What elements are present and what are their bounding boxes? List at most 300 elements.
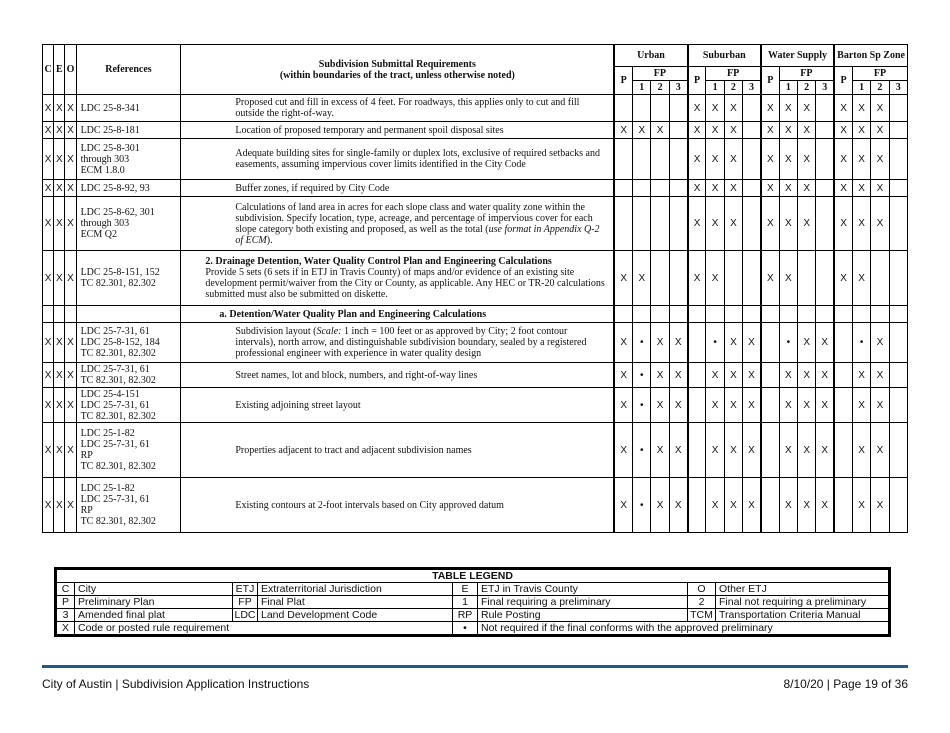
mark-cell: X <box>614 251 632 306</box>
mark-cell: X <box>614 323 632 363</box>
table-row <box>43 251 908 306</box>
reference-cell: LDC 25-1-82 LDC 25-7-31, 61 RP TC 82.301, 82.302 <box>76 478 181 533</box>
mark-cell <box>669 197 687 251</box>
barton-p: P <box>834 67 852 95</box>
flag-cell: X <box>43 423 54 478</box>
mark-cell: X <box>761 251 779 306</box>
mark-cell: X <box>852 251 870 306</box>
urban-fp-1: 1 <box>633 81 651 95</box>
group-urban: Urban <box>614 45 687 67</box>
req-title: Subdivision Submittal Requirements <box>318 58 476 70</box>
flag-cell: X <box>54 323 65 363</box>
table-row <box>43 306 908 323</box>
water-fp: FP <box>779 67 834 81</box>
legend-code: 1 <box>453 596 478 609</box>
bullet-icon: • <box>453 622 478 636</box>
mark-cell: X <box>834 197 852 251</box>
mark-cell <box>688 388 706 423</box>
legend-desc: ETJ in Travis County <box>478 583 688 596</box>
mark-cell: X <box>761 95 779 122</box>
mark-cell: X <box>852 95 870 122</box>
legend-desc: City <box>75 583 233 596</box>
mark-cell <box>706 306 724 323</box>
mark-cell: X <box>724 423 742 478</box>
table-row <box>43 388 908 423</box>
mark-cell <box>834 323 852 363</box>
mark-cell: X <box>706 95 724 122</box>
flag-cell: X <box>65 180 76 197</box>
legend-desc: Extraterritorial Jurisdiction <box>258 583 453 596</box>
reference-cell <box>76 306 181 323</box>
reference-cell: LDC 25-1-82 LDC 25-7-31, 61 RP TC 82.301, 82.302 <box>76 423 181 478</box>
legend-desc: Land Development Code <box>258 609 453 622</box>
flag-cell: X <box>65 323 76 363</box>
mark-cell <box>889 180 907 197</box>
mark-cell: X <box>743 478 761 533</box>
mark-cell: X <box>688 197 706 251</box>
mark-cell <box>669 139 687 180</box>
flag-cell: X <box>54 122 65 139</box>
requirement-text: Location of proposed temporary and permanent spoil disposal sites <box>235 124 504 136</box>
mark-cell: X <box>688 180 706 197</box>
flag-cell: X <box>43 139 54 180</box>
flag-cell: X <box>65 251 76 306</box>
legend-desc: Code or posted rule requirement <box>75 622 453 636</box>
mark-cell <box>816 180 834 197</box>
requirement-text-end: ). <box>266 234 273 246</box>
reference-cell: LDC 25-4-151 LDC 25-7-31, 61 TC 82.301, 82.302 <box>76 388 181 423</box>
flag-cell: X <box>65 139 76 180</box>
legend-code: E <box>453 583 478 596</box>
legend-code: O <box>688 583 716 596</box>
urban-fp-2: 2 <box>651 81 669 95</box>
flag-cell <box>65 306 76 323</box>
mark-cell <box>834 306 852 323</box>
mark-cell: X <box>724 122 742 139</box>
mark-cell <box>688 363 706 388</box>
mark-cell <box>798 251 816 306</box>
flag-cell: X <box>54 388 65 423</box>
reference-cell: LDC 25-8-301 through 303 ECM 1.8.0 <box>76 139 181 180</box>
flag-cell: X <box>65 478 76 533</box>
mark-cell: X <box>779 423 797 478</box>
flag-cell: X <box>54 139 65 180</box>
mark-cell: X <box>706 139 724 180</box>
mark-cell: X <box>633 251 651 306</box>
mark-cell: X <box>669 423 687 478</box>
table-legend <box>54 567 891 637</box>
mark-cell <box>688 423 706 478</box>
mark-cell: X <box>688 122 706 139</box>
flag-cell: X <box>54 363 65 388</box>
mark-cell: X <box>871 388 889 423</box>
water-p: P <box>761 67 779 95</box>
table-row <box>43 180 908 197</box>
mark-cell <box>651 180 669 197</box>
mark-cell: X <box>651 478 669 533</box>
mark-cell <box>651 139 669 180</box>
mark-cell: X <box>724 363 742 388</box>
mark-cell: X <box>852 139 870 180</box>
mark-cell <box>761 323 779 363</box>
mark-cell <box>779 306 797 323</box>
group-suburban: Suburban <box>688 45 761 67</box>
legend-desc: Transportation Criteria Manual <box>716 609 890 622</box>
mark-cell <box>816 251 834 306</box>
flag-cell: X <box>54 180 65 197</box>
legend-code: P <box>56 596 75 609</box>
flag-cell: X <box>43 197 54 251</box>
mark-cell <box>761 306 779 323</box>
flag-cell: X <box>54 423 65 478</box>
mark-cell: X <box>724 478 742 533</box>
mark-cell <box>889 197 907 251</box>
mark-cell <box>669 180 687 197</box>
requirement-cell <box>181 323 614 363</box>
mark-cell: X <box>633 122 651 139</box>
mark-cell: X <box>779 122 797 139</box>
mark-cell: X <box>834 95 852 122</box>
mark-cell: X <box>669 388 687 423</box>
mark-cell: X <box>852 180 870 197</box>
mark-cell: X <box>871 122 889 139</box>
mark-cell: X <box>669 323 687 363</box>
mark-cell <box>816 139 834 180</box>
footer-rule <box>42 665 908 668</box>
mark-cell <box>761 478 779 533</box>
mark-cell: X <box>688 139 706 180</box>
mark-cell: X <box>761 180 779 197</box>
requirement-text: Subdivision layout ( <box>235 326 317 337</box>
mark-cell: X <box>871 478 889 533</box>
mark-cell: X <box>706 197 724 251</box>
mark-cell: X <box>834 180 852 197</box>
requirement-cell <box>181 423 614 478</box>
mark-cell <box>889 363 907 388</box>
mark-cell <box>889 388 907 423</box>
legend-row <box>56 596 890 609</box>
table-row <box>43 139 908 180</box>
mark-cell <box>889 251 907 306</box>
footer-title: City of Austin | Subdivision Application Instructions <box>42 677 310 691</box>
mark-cell: X <box>871 95 889 122</box>
mark-cell: X <box>779 180 797 197</box>
mark-cell: X <box>816 478 834 533</box>
mark-cell: X <box>852 363 870 388</box>
mark-cell: X <box>798 388 816 423</box>
legend-desc: Final requiring a preliminary <box>478 596 688 609</box>
mark-cell: X <box>614 363 632 388</box>
mark-cell: X <box>816 388 834 423</box>
legend-code: C <box>56 583 75 596</box>
legend-desc: Rule Posting <box>478 609 688 622</box>
requirement-text: Existing adjoining street layout <box>235 399 361 411</box>
mark-cell: X <box>852 197 870 251</box>
mark-cell <box>614 139 632 180</box>
requirement-cell <box>181 139 614 180</box>
mark-cell: • <box>706 323 724 363</box>
flag-cell: X <box>43 122 54 139</box>
mark-cell <box>761 388 779 423</box>
mark-cell <box>743 139 761 180</box>
mark-cell <box>834 423 852 478</box>
flag-cell: X <box>65 95 76 122</box>
flag-cell: X <box>43 323 54 363</box>
requirement-cell <box>181 251 614 306</box>
mark-cell <box>743 180 761 197</box>
mark-cell: X <box>816 323 834 363</box>
mark-cell: X <box>798 423 816 478</box>
suburban-fp-2: 2 <box>724 81 742 95</box>
mark-cell: X <box>779 388 797 423</box>
col-requirements <box>181 45 614 95</box>
requirement-text: Proposed cut and fill in excess of 4 feet. For roadways, this applies only to cut and fill outside the right-of-way. <box>235 97 580 119</box>
mark-cell <box>889 306 907 323</box>
mark-cell: X <box>743 323 761 363</box>
reference-cell: LDC 25-8-92, 93 <box>76 180 181 197</box>
mark-cell: X <box>706 180 724 197</box>
reference-cell: LDC 25-8-62, 301 through 303 ECM Q2 <box>76 197 181 251</box>
mark-cell <box>669 306 687 323</box>
mark-cell: X <box>706 122 724 139</box>
req-subtitle: (within boundaries of the tract, unless otherwise noted) <box>279 69 515 81</box>
water-fp-1: 1 <box>779 81 797 95</box>
mark-cell: X <box>743 423 761 478</box>
mark-cell <box>688 323 706 363</box>
reference-cell: LDC 25-7-31, 61 LDC 25-8-152, 184 TC 82.301, 82.302 <box>76 323 181 363</box>
flag-cell: X <box>43 180 54 197</box>
legend-code: ETJ <box>233 583 258 596</box>
footer-page: 8/10/20 | Page 19 of 36 <box>783 677 908 691</box>
mark-cell: X <box>651 122 669 139</box>
mark-cell <box>871 251 889 306</box>
mark-cell: X <box>706 478 724 533</box>
mark-cell: X <box>724 323 742 363</box>
mark-cell: X <box>688 251 706 306</box>
table-row <box>43 323 908 363</box>
mark-cell: X <box>761 139 779 180</box>
col-o: O <box>65 45 76 95</box>
mark-cell: X <box>798 197 816 251</box>
legend-code: 3 <box>56 609 75 622</box>
mark-cell <box>651 306 669 323</box>
mark-cell <box>871 306 889 323</box>
legend-code: TCM <box>688 609 716 622</box>
requirements-table <box>42 44 908 533</box>
table-row <box>43 478 908 533</box>
mark-cell: X <box>724 180 742 197</box>
mark-cell <box>816 122 834 139</box>
mark-cell: • <box>779 323 797 363</box>
mark-cell <box>816 95 834 122</box>
requirement-cell <box>181 180 614 197</box>
mark-cell: X <box>706 251 724 306</box>
flag-cell: X <box>43 95 54 122</box>
mark-cell <box>651 95 669 122</box>
mark-cell: • <box>633 478 651 533</box>
urban-fp: FP <box>633 67 688 81</box>
mark-cell: X <box>614 122 632 139</box>
barton-fp-2: 2 <box>871 81 889 95</box>
water-fp-2: 2 <box>798 81 816 95</box>
mark-cell: X <box>724 388 742 423</box>
requirement-cell <box>181 478 614 533</box>
mark-cell <box>614 95 632 122</box>
legend-desc: Final not requiring a preliminary <box>716 596 890 609</box>
mark-cell: X <box>798 323 816 363</box>
mark-cell: X <box>779 363 797 388</box>
mark-cell <box>724 251 742 306</box>
legend-desc: Preliminary Plan <box>75 596 233 609</box>
mark-cell: X <box>779 478 797 533</box>
mark-cell: X <box>779 139 797 180</box>
flag-cell: X <box>43 478 54 533</box>
suburban-fp: FP <box>706 67 761 81</box>
legend-code: X <box>56 622 75 636</box>
mark-cell: X <box>651 423 669 478</box>
mark-cell: X <box>761 122 779 139</box>
mark-cell <box>651 251 669 306</box>
flag-cell: X <box>54 197 65 251</box>
requirement-heading: a. Detention/Water Quality Plan and Engineering Calculations <box>219 308 487 320</box>
requirement-text: Street names, lot and block, numbers, and right-of-way lines <box>235 369 478 381</box>
mark-cell: X <box>852 423 870 478</box>
mark-cell: X <box>779 95 797 122</box>
urban-fp-3: 3 <box>669 81 687 95</box>
mark-cell <box>816 197 834 251</box>
mark-cell <box>743 95 761 122</box>
requirement-text: Properties adjacent to tract and adjacent subdivision names <box>235 444 472 456</box>
mark-cell: X <box>651 363 669 388</box>
reference-cell: LDC 25-7-31, 61 TC 82.301, 82.302 <box>76 363 181 388</box>
mark-cell: • <box>633 363 651 388</box>
flag-cell: X <box>54 95 65 122</box>
mark-cell: X <box>798 478 816 533</box>
requirement-text: Provide 5 sets (6 sets if in ETJ in Travis County) of maps and/or evidence of an existing site development permit/waiver from the City or County, as applicable. Any HEC or TR-20 calculations submitted must also be submitted on diskette. <box>205 267 605 300</box>
mark-cell <box>614 180 632 197</box>
mark-cell <box>651 197 669 251</box>
mark-cell: X <box>871 423 889 478</box>
flag-cell <box>43 306 54 323</box>
mark-cell: X <box>779 251 797 306</box>
flag-cell: X <box>54 251 65 306</box>
mark-cell: X <box>669 478 687 533</box>
requirement-italic: use format in Appendix Q-2 of ECM <box>235 223 600 246</box>
flag-cell: X <box>65 122 76 139</box>
mark-cell: X <box>651 388 669 423</box>
mark-cell <box>834 388 852 423</box>
col-references: References <box>76 45 181 95</box>
mark-cell: X <box>816 363 834 388</box>
mark-cell <box>724 306 742 323</box>
mark-cell <box>614 197 632 251</box>
mark-cell: X <box>816 423 834 478</box>
mark-cell: X <box>798 363 816 388</box>
mark-cell <box>889 423 907 478</box>
flag-cell: X <box>43 388 54 423</box>
mark-cell <box>688 306 706 323</box>
mark-cell: X <box>706 363 724 388</box>
suburban-fp-1: 1 <box>706 81 724 95</box>
legend-desc: Final Plat <box>258 596 453 609</box>
mark-cell: X <box>798 180 816 197</box>
mark-cell <box>889 139 907 180</box>
mark-cell: • <box>633 323 651 363</box>
mark-cell: X <box>706 388 724 423</box>
mark-cell <box>889 122 907 139</box>
mark-cell <box>633 139 651 180</box>
table-row <box>43 423 908 478</box>
table-row <box>43 95 908 122</box>
mark-cell: X <box>871 139 889 180</box>
mark-cell <box>889 95 907 122</box>
legend-title: TABLE LEGEND <box>56 569 890 583</box>
table-row <box>43 197 908 251</box>
urban-p: P <box>614 67 632 95</box>
mark-cell <box>889 323 907 363</box>
flag-cell: X <box>43 363 54 388</box>
reference-cell: LDC 25-8-151, 152 TC 82.301, 82.302 <box>76 251 181 306</box>
mark-cell: X <box>798 139 816 180</box>
mark-cell <box>633 306 651 323</box>
table-row <box>43 363 908 388</box>
mark-cell: X <box>614 478 632 533</box>
mark-cell: X <box>871 363 889 388</box>
mark-cell: X <box>852 478 870 533</box>
mark-cell <box>852 306 870 323</box>
mark-cell: X <box>614 388 632 423</box>
mark-cell: X <box>614 423 632 478</box>
mark-cell <box>834 478 852 533</box>
legend-desc: Not required if the final conforms with the approved preliminary <box>478 622 890 636</box>
mark-cell: X <box>724 197 742 251</box>
requirement-text: Calculations of land area in acres for each slope class and water quality zone within the subdivision. Specify location, type, acreage, and percentage of impervious cover for each slope category both existing and proposed, as well as the total ( <box>235 201 593 235</box>
legend-code: 2 <box>688 596 716 609</box>
mark-cell: X <box>743 363 761 388</box>
water-fp-3: 3 <box>816 81 834 95</box>
flag-cell: X <box>65 388 76 423</box>
mark-cell <box>669 251 687 306</box>
requirement-heading: 2. Drainage Detention, Water Quality Control Plan and Engineering Calculations <box>205 256 552 267</box>
legend-row <box>56 609 890 622</box>
mark-cell <box>743 251 761 306</box>
legend-code: LDC <box>234 608 256 621</box>
flag-cell: X <box>43 251 54 306</box>
mark-cell: X <box>871 323 889 363</box>
barton-fp: FP <box>852 67 907 81</box>
mark-cell: X <box>706 423 724 478</box>
mark-cell: X <box>834 251 852 306</box>
mark-cell: X <box>871 197 889 251</box>
mark-cell: • <box>633 423 651 478</box>
requirement-text-end: 1 inch = 100 feet or as approved by City; 2 foot contour intervals), north arrow, and distinguishable subdivision boundary, sealed by a registered professional engineer with experience in water quality design <box>235 326 587 359</box>
col-e: E <box>54 45 65 95</box>
suburban-p: P <box>688 67 706 95</box>
requirement-text: Adequate building sites for single-family or duplex lots, exclusive of required setbacks and easements, assuming impervious cover limits identified in the City Code <box>235 148 600 170</box>
mark-cell <box>688 478 706 533</box>
mark-cell: X <box>761 197 779 251</box>
mark-cell: X <box>669 363 687 388</box>
mark-cell <box>798 306 816 323</box>
legend-desc: Other ETJ <box>716 583 890 596</box>
mark-cell <box>834 363 852 388</box>
mark-cell: X <box>688 95 706 122</box>
mark-cell: X <box>798 95 816 122</box>
requirement-cell <box>181 388 614 423</box>
requirement-italic: Scale: <box>316 326 342 337</box>
mark-cell: X <box>852 122 870 139</box>
mark-cell <box>633 197 651 251</box>
